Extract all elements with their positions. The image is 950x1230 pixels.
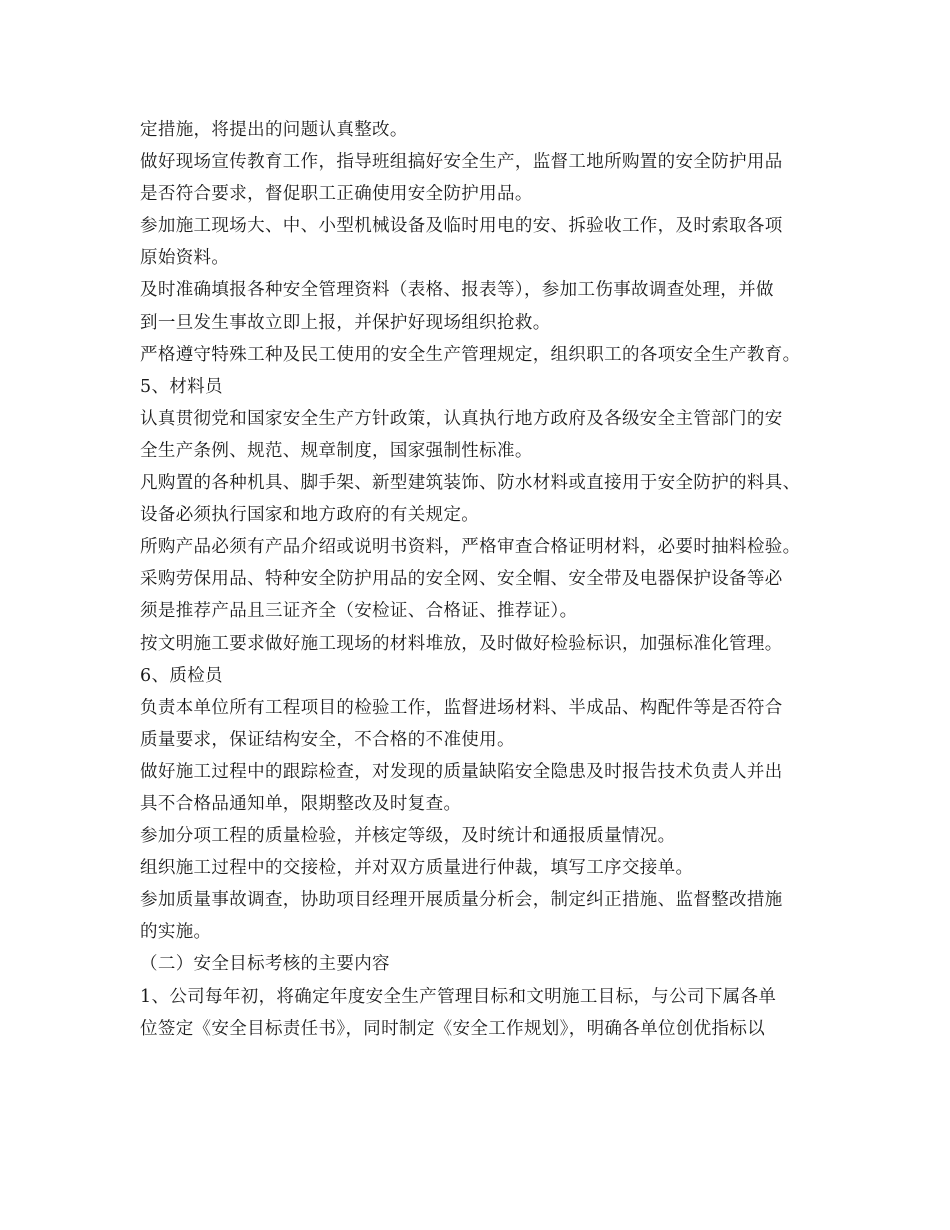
text-line: 须是推荐产品且三证齐全（安检证、合格证、推荐证）。 (140, 601, 578, 622)
text-line: 严格遵守特殊工种及民工使用的安全生产管理规定，组织职工的各项安全生产教育。 (140, 344, 801, 365)
text-line: 参加分项工程的质量检验，并核定等级，及时统计和通报质量情况。 (140, 826, 676, 847)
text-line: 凡购置的各种机具、脚手架、新型建筑装饰、防水材料或直接用于安全防护的料具、 (140, 473, 801, 494)
section-heading-safety-target-assessment: （二）安全目标考核的主要内容 (140, 954, 390, 975)
text-line: 全生产条例、规范、规章制度，国家强制性标准。 (140, 440, 533, 461)
text-line: 采购劳保用品、特种安全防护用品的安全网、安全帽、安全带及电器保护设备等必 (140, 569, 783, 590)
text-line: 原始资料。 (140, 248, 230, 269)
document-body (140, 114, 830, 1045)
text-line: 组织施工过程中的交接检，并对双方质量进行仲裁，填写工序交接单。 (140, 858, 694, 879)
text-line: 到一旦发生事故立即上报，并保护好现场组织抢救。 (140, 312, 551, 333)
text-line: 参加施工现场大、中、小型机械设备及临时用电的安、拆验收工作，及时索取各项 (140, 216, 783, 237)
section-heading-quality-inspector: 6、质检员 (140, 665, 223, 686)
section-heading-materials-officer: 5、材料员 (140, 376, 223, 397)
text-line: 及时准确填报各种安全管理资料（表格、报表等），参加工伤事故调查处理，并做 (140, 280, 774, 301)
text-line: 的实施。 (140, 922, 212, 943)
text-line: 按文明施工要求做好施工现场的材料堆放，及时做好检验标识，加强标准化管理。 (140, 633, 783, 654)
text-line: 负责本单位所有工程项目的检验工作，监督进场材料、半成品、构配件等是否符合 (140, 697, 783, 718)
text-line: 设备必须执行国家和地方政府的有关规定。 (140, 505, 480, 526)
text-line: 是否符合要求，督促职工正确使用安全防护用品。 (140, 184, 533, 205)
text-line: 定措施，将提出的问题认真整改。 (140, 120, 408, 140)
text-line: 1、公司每年初，将确定年度安全生产管理目标和文明施工目标，与公司下属各单 (140, 986, 777, 1007)
text-line: 参加质量事故调查，协助项目经理开展质量分析会，制定纠正措施、监督整改措施 (140, 890, 783, 911)
text-line: 位签定《安全目标责任书》，同时制定《安全工作规划》，明确各单位创优指标以 (140, 1018, 766, 1039)
text-line: 所购产品必须有产品介绍或说明书资料，严格审查合格证明材料，必要时抽料检验。 (140, 537, 801, 558)
text-line: 具不合格品通知单，限期整改及时复查。 (140, 793, 462, 814)
text-line: 质量要求，保证结构安全，不合格的不准使用。 (140, 729, 515, 750)
text-line: 认真贯彻党和国家安全生产方针政策，认真执行地方政府及各级安全主管部门的安 (140, 408, 783, 429)
text-line: 做好现场宣传教育工作，指导班组搞好安全生产，监督工地所购置的安全防护用品 (140, 152, 783, 173)
text-line: 做好施工过程中的跟踪检查，对发现的质量缺陷安全隐患及时报告技术负责人并出 (140, 761, 783, 782)
